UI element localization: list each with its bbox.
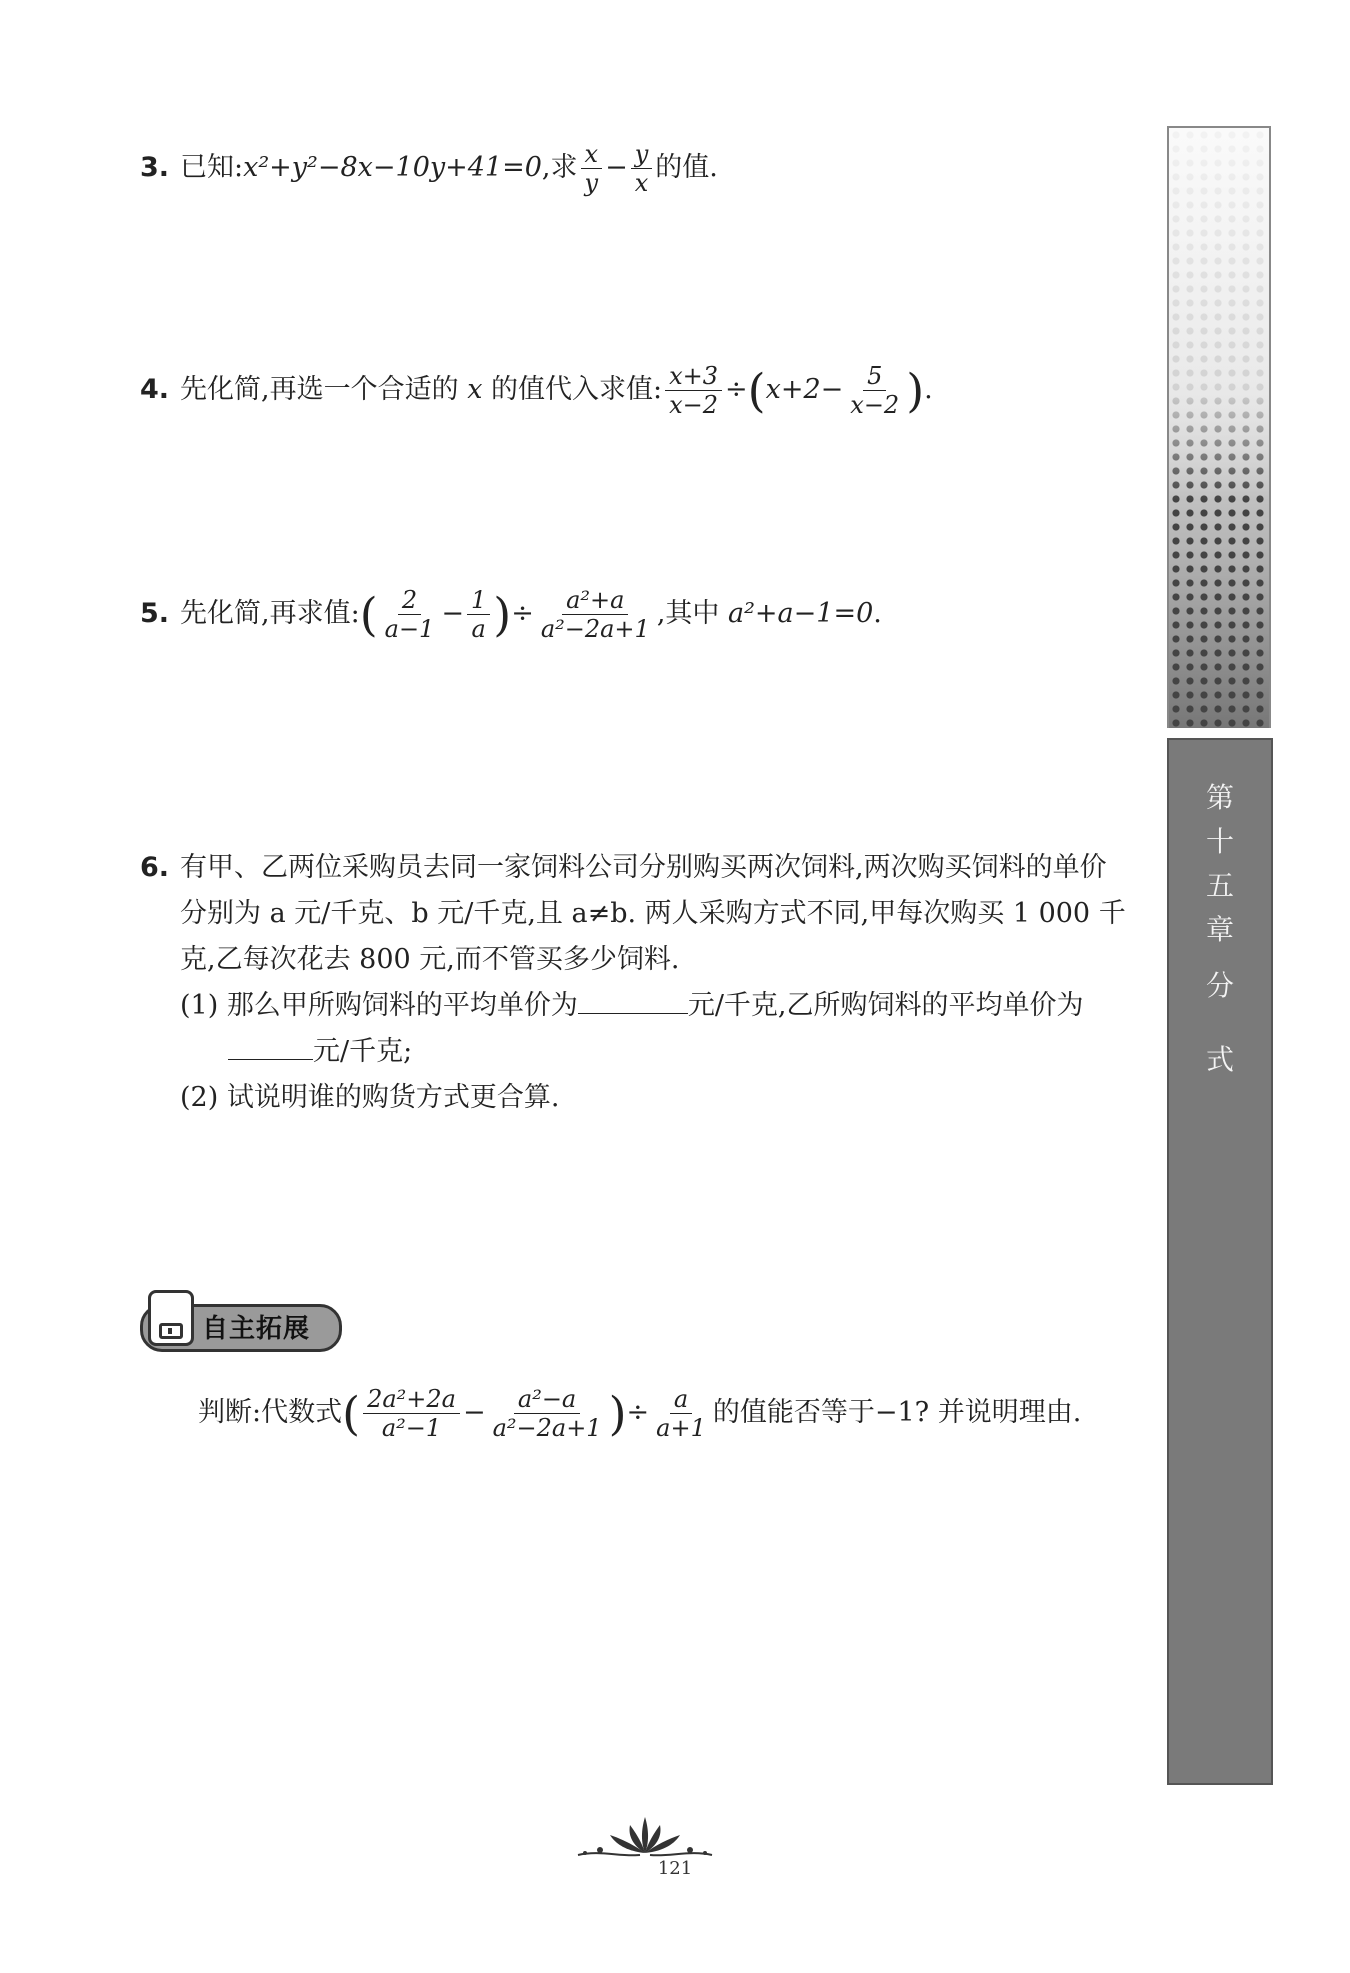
unit-text: 元/千克; — [313, 1036, 413, 1067]
sidebar-decoration — [1167, 126, 1271, 728]
fraction: $\frac{5}{x-2}$ — [850, 362, 900, 419]
operator: ÷ — [725, 374, 748, 405]
problem-number: 4. — [140, 374, 170, 405]
fraction: $\frac{\text{2a²+2a}}{\text{a²−1}}$ — [363, 1385, 460, 1442]
problem-text: 已知: — [180, 152, 244, 183]
condition: a²+a−1=0 — [728, 598, 874, 629]
problem-text: 克,乙每次花去 800 元,而不管买多少饲料. — [180, 944, 680, 975]
page-number: 121 — [657, 1858, 693, 1879]
fraction: $\frac{\text{a²+a}}{\text{a²−2a+1}}$ — [540, 586, 650, 643]
problem-text: . — [924, 374, 933, 405]
answer-blank[interactable] — [228, 1033, 313, 1060]
section-badge — [140, 1290, 340, 1352]
chapter-title: 第 十 五 章 分 式 — [1205, 781, 1234, 1076]
chapter-tab — [1167, 738, 1273, 1785]
problem-text: 先化简,再选一个合适的 — [180, 374, 459, 405]
problem-text: 判断:代数式 — [198, 1397, 343, 1428]
fraction: $\frac{1}{a}$ — [467, 586, 490, 643]
fraction: $\frac{2}{a-1}$ — [384, 586, 435, 643]
sub-question-1-cont: 元/千克,乙所购饲料的平均单价为 — [687, 990, 1084, 1021]
floral-ornament-icon — [570, 1815, 720, 1860]
problem-text: 有甲、乙两位采购员去同一家饲料公司分别购买两次饲料,两次购买饲料的单价 — [180, 852, 1107, 883]
sub-question-2: (2) 试说明谁的购货方式更合算. — [180, 1082, 560, 1113]
fraction: $\frac{\text{a²−a}}{\text{a²−2a+1}}$ — [492, 1385, 602, 1442]
problem-text: ,求 — [541, 152, 578, 183]
expression: x+2− — [765, 374, 844, 405]
operator: − — [441, 598, 464, 629]
fraction: $\frac{x}{y}$ — [581, 140, 603, 197]
problem-text: 的值代入求值: — [491, 374, 663, 405]
fraction: $\frac{y}{x}$ — [631, 140, 653, 197]
fraction: $\frac{a}{a+1}$ — [656, 1385, 706, 1442]
problem-number: 6. — [140, 852, 170, 883]
sub-question-1: (1) 那么甲所购饲料的平均单价为 — [180, 990, 578, 1021]
operator: ÷ — [511, 598, 534, 629]
variable: x — [467, 374, 483, 405]
problem-text: ,其中 — [656, 598, 720, 629]
problem-4: 4. 先化简,再选一个合适的 x 的值代入求值: $\frac{x+3}{x-2}$ ÷(x+2− $\frac{5}{x-2}$ ). — [140, 362, 933, 419]
answer-blank[interactable] — [578, 987, 688, 1014]
operator: ÷ — [626, 1397, 650, 1428]
problem-text: . — [873, 598, 882, 629]
equation: x²+y²−8x−10y+41=0 — [243, 152, 542, 183]
extension-problem: 判断:代数式( $\frac{\text{2a²+2a}}{\text{a²−1}}$ − $\frac{\text{a²−a}}{\text{a²−2a+1}}$ )÷ $\frac{a}{a+1}$ 的值能否等于−1? 并说明理由. — [198, 1385, 1082, 1442]
fraction: $\frac{x+3}{x-2}$ — [665, 362, 722, 419]
problem-number: 5. — [140, 598, 170, 629]
problem-3 — [140, 140, 1140, 197]
problem-text: 分别为 a 元/千克、b 元/千克,且 a≠b. 两人采购方式不同,甲每次购买 1 000 千 — [180, 898, 1126, 929]
problem-6 — [140, 845, 1140, 1121]
problem-number: 3. — [140, 152, 170, 183]
problem-text: 先化简,再求值: — [180, 598, 360, 629]
operator: − — [605, 152, 628, 183]
problem-text: 的值能否等于−1? 并说明理由. — [712, 1397, 1082, 1428]
problem-5: 5. 先化简,再求值:( $\frac{2}{a-1}$ − $\frac{1}{a}$ )÷ $\frac{\text{a²+a}}{\text{a²−2a+1}}$ ,其中 a²+a−1=0. — [140, 586, 882, 643]
section-title: 自主拓展 — [202, 1314, 311, 1344]
problem-text: 的值. — [655, 152, 718, 183]
operator: − — [462, 1397, 486, 1428]
floppy-disk-icon — [148, 1290, 194, 1346]
